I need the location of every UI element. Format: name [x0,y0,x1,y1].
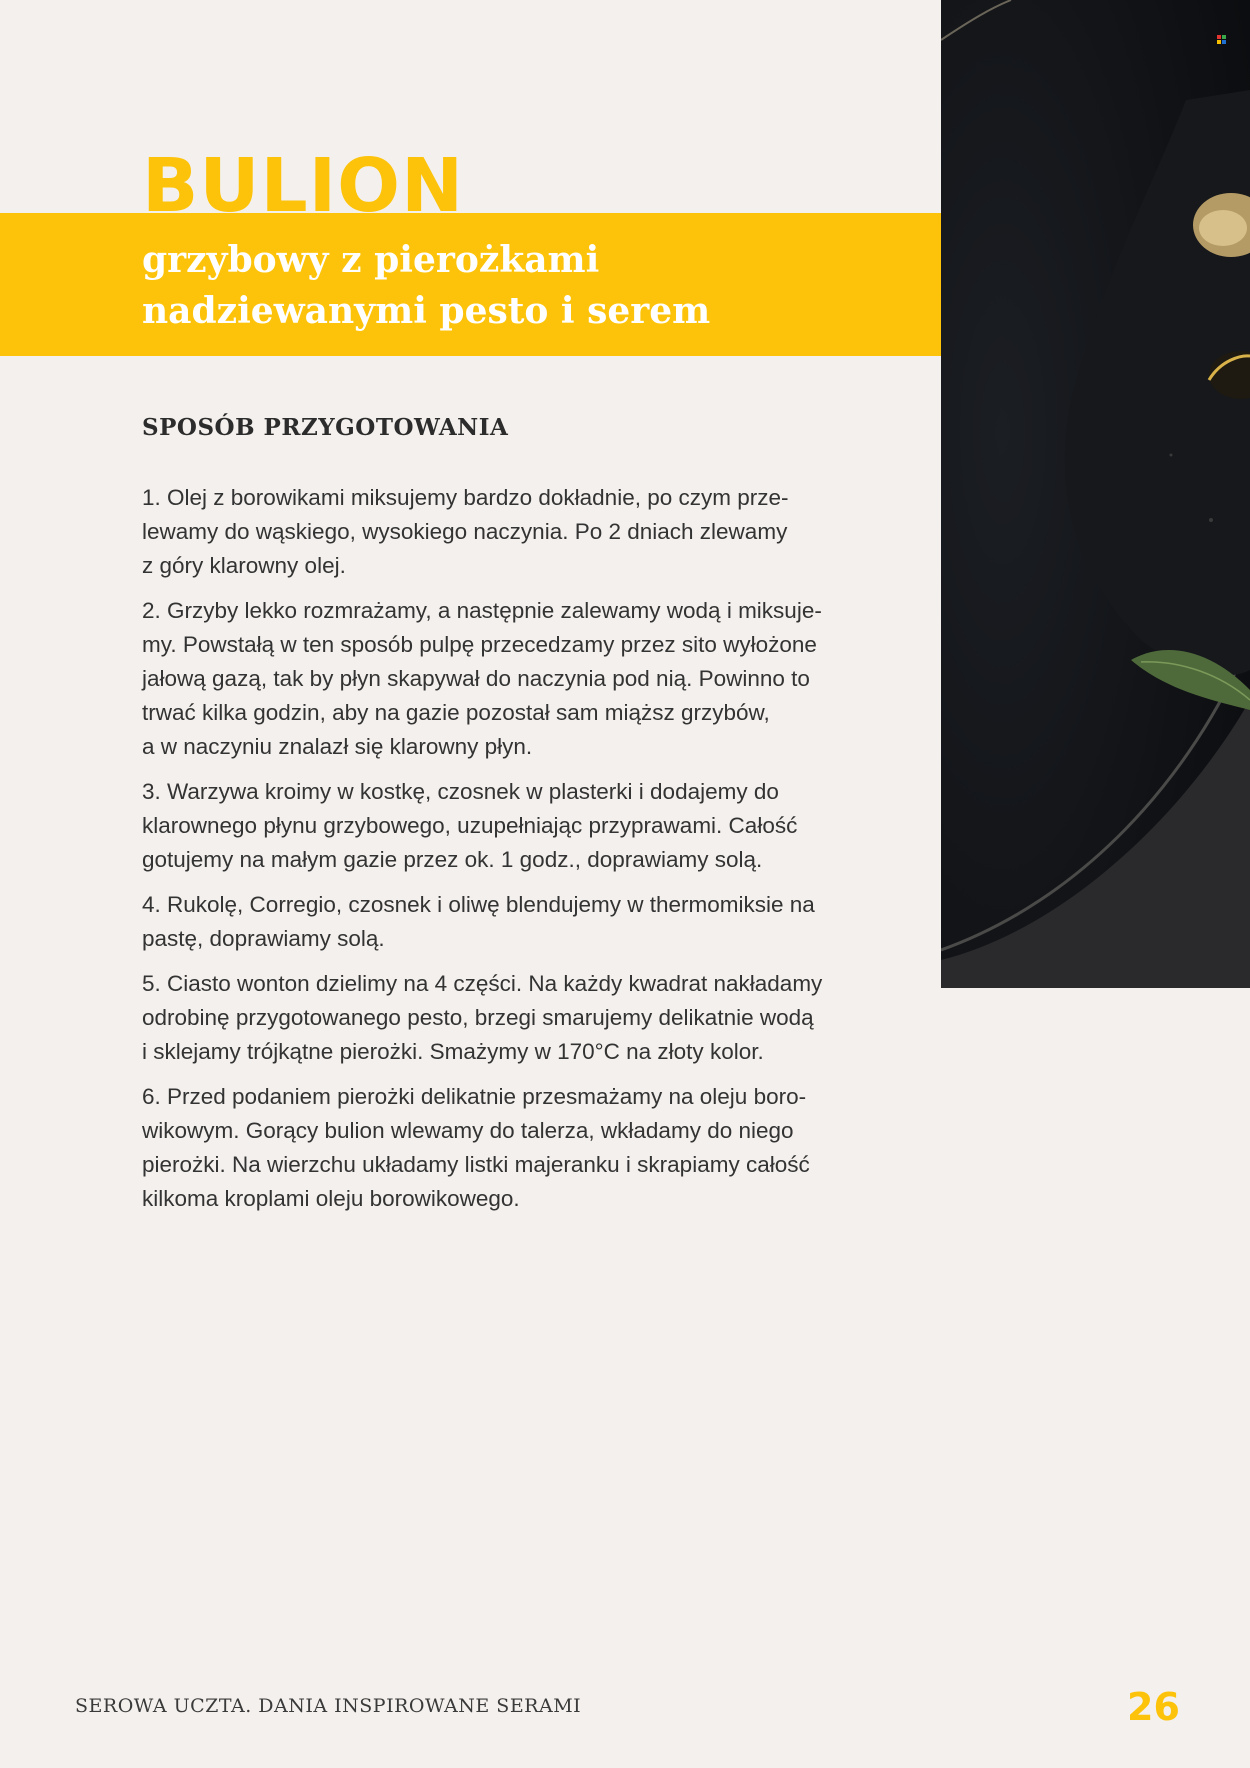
step-line: trwać kilka godzin, aby na gazie pozostał sam miąższ grzybów, [142,700,770,725]
preparation-steps [142,481,872,1227]
step-line: klarownego płynu grzybowego, uzupełniając przyprawami. Całość [142,813,798,838]
dish-photo [941,0,1250,988]
recipe-title: BULION [142,143,465,229]
preparation-step [142,1080,872,1216]
preparation-heading: SPOSÓB PRZYGOTOWANIA [142,414,509,441]
step-line: 2. Grzyby lekko rozmrażamy, a następnie zalewamy wodą i miksuje- [142,598,822,623]
publication-title: SEROWA UCZTA. DANIA INSPIROWANE SERAMI [75,1695,582,1717]
step-line: kilkoma kroplami oleju borowikowego. [142,1186,520,1211]
subtitle-line: nadziewanymi pesto i serem [142,290,711,332]
recipe-subtitle [142,235,710,337]
step-line: 4. Rukolę, Corregio, czosnek i oliwę blendujemy w thermomiksie na [142,892,815,917]
step-line: 3. Warzywa kroimy w kostkę, czosnek w plasterki i dodajemy do [142,779,779,804]
preparation-step [142,481,872,583]
step-line: wikowym. Gorący bulion wlewamy do talerza, wkładamy do niego [142,1118,794,1143]
step-line: 6. Przed podaniem pierożki delikatnie przesmażamy na oleju boro- [142,1084,807,1109]
step-line: pastę, doprawiamy solą. [142,926,385,951]
preparation-step [142,888,872,956]
step-line: gotujemy na małym gazie przez ok. 1 godz., doprawiamy solą. [142,847,763,872]
step-line: i sklejamy trójkątne pierożki. Smażymy w 170°C na złoty kolor. [142,1039,764,1064]
brand-logo-icon [1217,35,1226,44]
step-line: 5. Ciasto wonton dzielimy na 4 części. Na każdy kwadrat nakładamy [142,971,823,996]
preparation-step [142,967,872,1069]
page-number: 26 [1127,1685,1180,1729]
preparation-step [142,594,872,764]
preparation-step [142,775,872,877]
step-line: 1. Olej z borowikami miksujemy bardzo dokładnie, po czym prze- [142,485,789,510]
step-line: my. Powstałą w ten sposób pulpę przecedzamy przez sito wyłożone [142,632,817,657]
step-line: odrobinę przygotowanego pesto, brzegi smarujemy delikatnie wodą [142,1005,814,1030]
step-line: jałową gazą, tak by płyn skapywał do naczynia pod nią. Powinno to [142,666,810,691]
subtitle-line: grzybowy z pierożkami [142,239,600,281]
step-line: z góry klarowny olej. [142,553,346,578]
step-line: pierożki. Na wierzchu układamy listki majeranku i skrapiamy całość [142,1152,810,1177]
step-line: a w naczyniu znalazł się klarowny płyn. [142,734,533,759]
step-line: lewamy do wąskiego, wysokiego naczynia. Po 2 dniach zlewamy [142,519,788,544]
